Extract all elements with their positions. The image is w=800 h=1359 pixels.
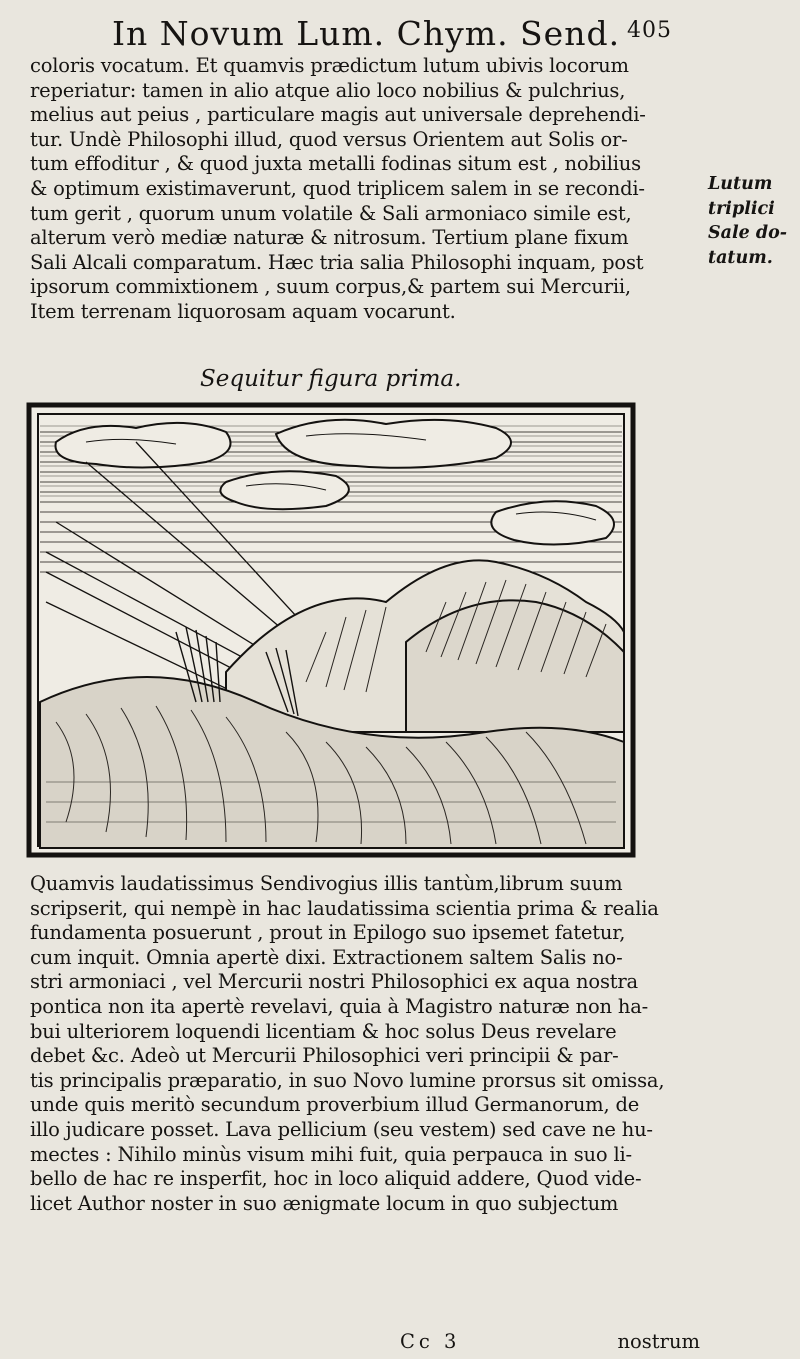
text-line: bello de hac re insperfit, hoc in loco aliquid addere, Quod vide-: [30, 1167, 642, 1191]
text-line: unde quis meritò secundum proverbium illud Germanorum, de: [30, 1093, 640, 1117]
text-line: licet Author noster in suo ænigmate locum in quo subjectum: [30, 1191, 619, 1215]
margin-note-line: tatum.: [708, 247, 773, 268]
body-text-top: [30, 54, 692, 325]
text-line: scripserit, qui nempè in hac laudatissima scientia prima & realia: [30, 896, 659, 920]
page-footer: [30, 1330, 700, 1356]
text-line: tur. Undè Philosophi illud, quod versus Orientem aut Solis or-: [30, 127, 628, 151]
margin-note-line: Lutum: [708, 174, 773, 194]
text-line: ipsorum commixtionem , suum corpus,& partem sui Mercurii,: [30, 275, 631, 299]
landscape-engraving: [26, 402, 636, 858]
text-line: cum inquit. Omnia apertè dixi. Extractionem saltem Salis no-: [30, 945, 623, 969]
text-line: coloris vocatum. Et quamvis prædictum lutum ubivis locorum: [30, 54, 629, 77]
text-line: tum gerit , quorum unum volatile & Sali armoniaco simile est,: [30, 201, 632, 225]
margin-note-line: triplici: [708, 198, 775, 219]
text-line: mectes : Nihilo minùs visum mihi fuit, quia perpauca in suo li-: [30, 1142, 632, 1166]
text-line: bui ulteriorem loquendi licentiam & hoc solus Deus revelare: [30, 1019, 617, 1043]
page-number: 405: [627, 18, 672, 43]
text-line: tum effoditur , & quod juxta metalli fodinas situm est , nobilius: [30, 152, 641, 176]
text-line: illo judicare posset. Lava pellicium (seu vestem) sed cave ne hu-: [30, 1117, 653, 1141]
text-line: stri armoniaci , vel Mercurii nostri Philosophici ex aqua nostra: [30, 970, 638, 994]
text-line: Quamvis laudatissimus Sendivogius illis tantùm,librum suum: [30, 872, 623, 895]
figure-caption: Sequitur figura prima.: [200, 366, 462, 392]
signature-mark: Cc 3: [400, 1330, 461, 1353]
text-line: melius aut peius , particulare magis aut universale deprehendi-: [30, 103, 646, 127]
body-text-bottom: [30, 872, 692, 1216]
running-header: [112, 14, 672, 53]
text-line: reperiatur: tamen in alio atque alio loco nobilius & pulchrius,: [30, 78, 626, 102]
text-line: tis principalis præparatio, in suo Novo lumine prorsus sit omissa,: [30, 1068, 665, 1092]
text-line: debet &c. Adeò ut Mercurii Philosophici veri principii & par-: [30, 1044, 619, 1068]
margin-note: [708, 172, 798, 270]
text-line: & optimum existimaverunt, quod triplicem salem in se recondi-: [30, 176, 645, 200]
engraving-illustration: [26, 402, 636, 858]
text-line: Item terrenam liquorosam aquam vocarunt.: [30, 299, 456, 323]
text-line: Sali Alcali comparatum. Hæc tria salia Philosophi inquam, post: [30, 250, 644, 274]
text-line: pontica non ita apertè revelavi, quia à Magistro naturæ non ha-: [30, 994, 649, 1018]
catchword: nostrum: [617, 1330, 700, 1353]
margin-note-line: Sale do-: [708, 223, 788, 244]
running-title: In Novum Lum. Chym. Send.: [112, 14, 621, 53]
text-line: alterum verò mediæ naturæ & nitrosum. Tertium plane fixum: [30, 226, 629, 250]
text-line: fundamenta posuerunt , prout in Epilogo suo ipsemet fatetur,: [30, 921, 626, 945]
